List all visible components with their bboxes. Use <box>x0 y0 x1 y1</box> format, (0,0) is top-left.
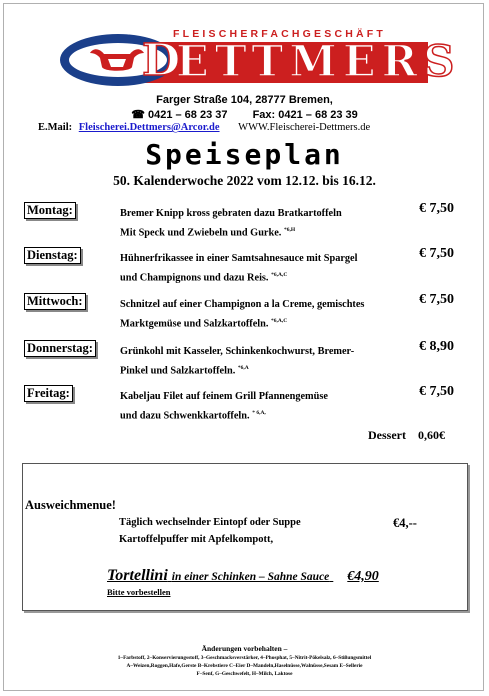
logo-initial: D <box>142 35 181 86</box>
menu-row-thursday <box>24 339 464 379</box>
day-label: Dienstag: <box>24 247 81 264</box>
allergen-note: *6,A <box>237 365 249 371</box>
dessert-price: 0,60€ <box>417 428 445 442</box>
phone-number: 0421 – 68 23 37 <box>147 109 228 121</box>
menu-row-tuesday <box>24 246 464 286</box>
email-line <box>38 122 370 133</box>
allergen-note: *6,H <box>283 227 296 233</box>
footer-allergens: A–Weizen,Roggen,Hafe,Gerste B–Krebstiere C–Eier D–Mandeln,Haselnüsse,Walnüsse,Sesam E–Sellerie <box>126 663 363 669</box>
footer-disclaimer: Änderungen vorbehalten – <box>201 644 288 653</box>
allergen-note: * 6,A, <box>252 410 266 416</box>
email-label: E.Mail: <box>38 122 73 133</box>
alternative-price-1: €4,-- <box>393 516 417 530</box>
special-dish-sauce: in einer Schinken – Sahne Sauce <box>171 571 330 583</box>
website: WWW.Fleischerei-Dettmers.de <box>238 122 371 133</box>
alternative-title: Ausweichmenue! <box>25 498 116 512</box>
menu-row-monday <box>24 201 464 241</box>
special-dish-price: €4,90 <box>347 569 379 584</box>
page-title: Speiseplan <box>145 138 344 171</box>
week-subtitle: 50. Kalenderwoche 2022 vom 12.12. bis 16.12. <box>113 173 376 188</box>
footer-additives: 1–Farbstoff, 2–Konservierungsstoff, 3–Geschmacksverstärker, 4–Phosphat, 5–Nitrit-Pökelsalz, 6–Stißungsmittel <box>117 655 372 661</box>
dish-price: € 7,50 <box>419 292 454 307</box>
phone-fax-line <box>0 108 489 121</box>
dish-price: € 7,50 <box>419 246 454 261</box>
dish-price: € 7,50 <box>419 384 454 399</box>
dish-description: Grünkohl mit Kasseler, Schinkenkochwurst, Bremer- Pinkel und Salzkartoffeln. $^{*6,A}$ <box>120 346 355 377</box>
menu-row-wednesday <box>24 292 464 332</box>
dish-description: Schnitzel auf einer Champignon a la Creme, gemischtes Marktgemüse und Salzkartoffeln. $^{*6,A,C}$ <box>120 299 365 330</box>
special-dish <box>107 567 379 585</box>
allergen-note: *6,A,C <box>271 272 288 278</box>
logo-name: ETTMERS <box>176 37 461 87</box>
email-link[interactable]: Fleischerei.Dettmers@Arcor.de <box>78 122 220 133</box>
dish-price: € 8,90 <box>419 339 454 354</box>
day-label: Freitag: <box>24 385 73 402</box>
alternative-menu-box <box>22 463 468 611</box>
dish-price: € 7,50 <box>419 201 454 216</box>
dish-description: Kabeljau Filet auf feinem Grill Pfannengemüse und dazu Schwenkkartoffeln. $^{* 6,A,}$ <box>120 391 328 422</box>
address: Farger Straße 104, 28777 Bremen, <box>156 94 333 106</box>
special-dish-name: Tortellini <box>107 567 168 584</box>
logo-tagline: FLEISCHERFACHGESCHÄFT <box>173 28 387 40</box>
dish-description: Bremer Knipp kross gebraten dazu Bratkartoffeln Mit Speck und Zwiebeln und Gurke. $^{*6,H}$ <box>120 208 342 239</box>
bull-icon <box>88 45 146 75</box>
alternative-line-1: Täglich wechselnder Eintopf oder Suppe <box>119 517 301 528</box>
allergen-note: *6,A,C <box>271 318 288 324</box>
day-label: Donnerstag: <box>24 340 96 357</box>
dessert-line <box>368 428 445 443</box>
footer-allergens-2: F–Senf, G–Geschwefelt, H–Milch, Laktose <box>196 671 293 677</box>
preorder-note: Bitte vorbestellen <box>107 587 171 597</box>
dish-description: Hühnerfrikassee in einer Samtsahnesauce mit Spargel und Champignons und dazu Reis. $^{*6,A,C}$ <box>120 253 358 284</box>
phone-icon: ☎ <box>131 109 145 121</box>
fax-number: Fax: 0421 – 68 23 39 <box>252 109 358 121</box>
day-label: Montag: <box>24 202 76 219</box>
dessert-label: Dessert <box>368 428 406 442</box>
logo <box>58 28 461 88</box>
menu-row-friday <box>24 384 464 424</box>
alternative-line-2: Kartoffelpuffer mit Apfelkompott, <box>119 534 274 545</box>
day-label: Mittwoch: <box>24 293 86 310</box>
